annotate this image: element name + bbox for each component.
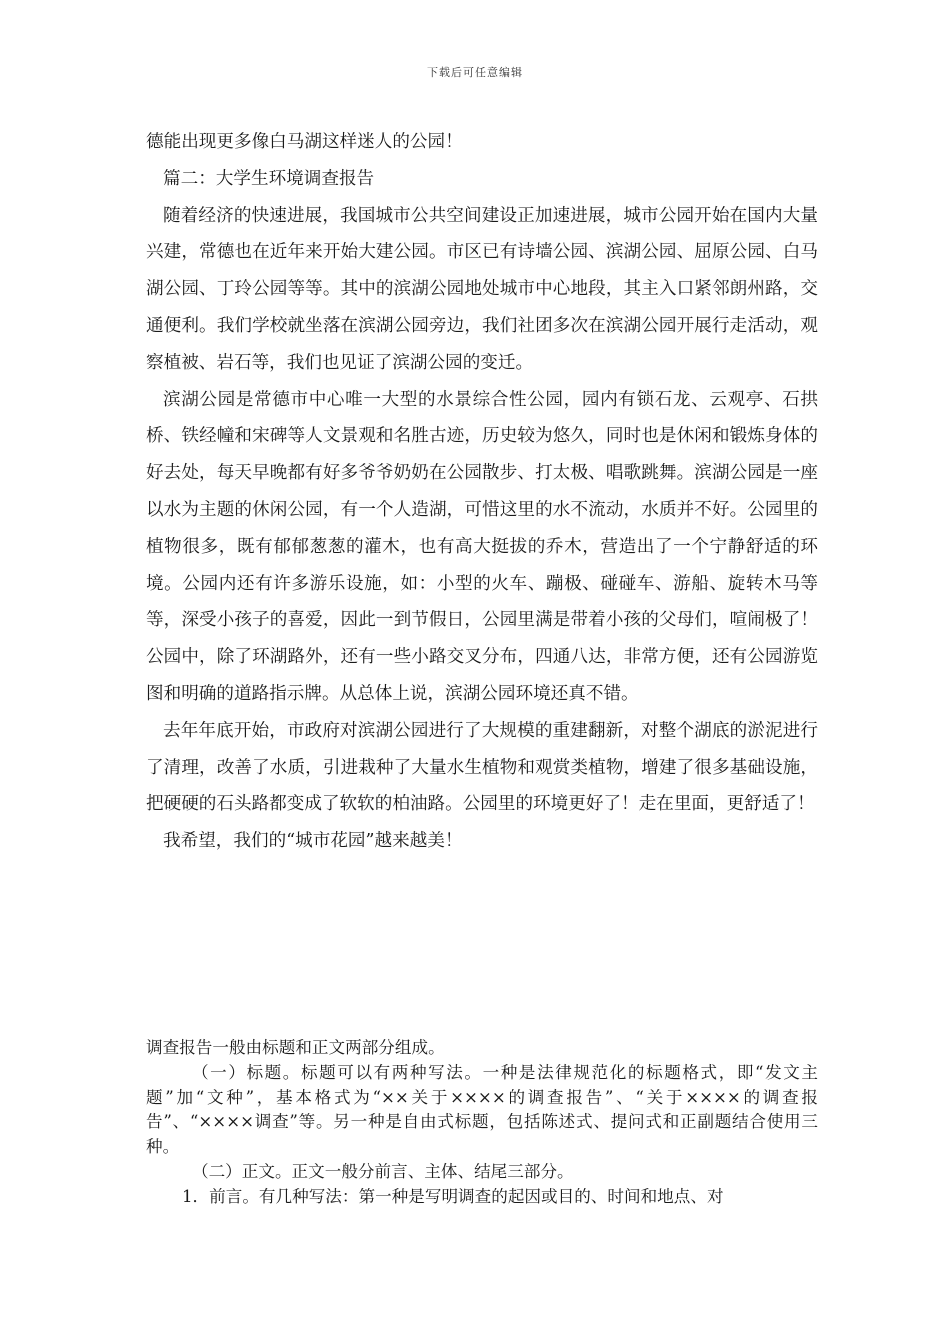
paragraph: 滨湖公园是常德市中心唯一大型的水景综合性公园，园内有锁石龙、云观亭、石拱桥、铁经幢和宋碑等人文景观和名胜古迹，历史较为悠久，同时也是休闲和锻炼身体的好去处，每天早晚都有好多爷爷奶奶在公园散步、打太极、唱歌跳舞。滨湖公园是一座以水为主题的休闲公园，有一个人造湖，可惜这里的水不流动，水质并不好。公园里的植物很多，既有郁郁葱葱的灌木，也有高大挺拔的乔木，营造出了一个宁静舒适的环境。公园内还有许多游乐设施，如：小型的火车、蹦极、碰碰车、游船、旋转木马等等，深受小孩子的喜爱，因此一到节假日，公园里满是带着小孩的父母们，喧闹极了！公园中，除了环湖路外，还有一些小路交叉分布，四通八达，非常方便，还有公园游览图和明确的道路指示牌。从总体上说，滨湖公园环境还真不错。 [146, 389, 818, 704]
main-body [146, 124, 818, 860]
paragraph: 随着经济的快速进展，我国城市公共空间建设正加速进展，城市公园开始在国内大量兴建，常德也在近年来开始大建公园。市区已有诗墙公园、滨湖公园、屈原公园、白马湖公园、丁玲公园等等。其中的滨湖公园地处城市中心地段，其主入口紧邻朗州路，交通便利。我们学校就坐落在滨湖公园旁边，我们社团多次在滨湖公园开展行走活动，观察植被、岩石等，我们也见证了滨湖公园的变迁。 [146, 205, 818, 373]
section-heading: 篇二：大学生环境调查报告 [163, 168, 375, 189]
appendix-notes [146, 1036, 818, 1210]
paragraph-continuation: 德能出现更多像白马湖这样迷人的公园！ [146, 132, 463, 152]
paragraph: 去年年底开始，市政府对滨湖公园进行了大规模的重建翻新，对整个湖底的淤泥进行了清理，改善了水质，引进栽种了大量水生植物和观赏类植物，增建了很多基础设施，把硬硬的石头路都变成了软软的柏油路。公园里的环境更好了！走在里面，更舒适了！ [146, 720, 818, 815]
notes-intro: 调查报告一般由标题和正文两部分组成。 [146, 1038, 445, 1057]
notes-item: 1．前言。有几种写法：第一种是写明调查的起因或目的、时间和地点、对 [182, 1186, 724, 1206]
notes-item: （二）正文。正文一般分前言、主体、结尾三部分。 [192, 1161, 574, 1181]
page-header: 下载后可任意编辑 [427, 66, 523, 79]
notes-item: （一）标题。标题可以有两种写法。一种是法律规范化的标题格式，即“发文主题”加“文种”，基本格式为“××关于××××的调查报告”、“关于××××的调查报告”、“××××调查”等。另一种是自由式标题，包括陈述式、提问式和正副题结合使用三种。 [146, 1062, 818, 1157]
paragraph-closing: 我希望，我们的“城市花园”越来越美！ [163, 831, 463, 852]
